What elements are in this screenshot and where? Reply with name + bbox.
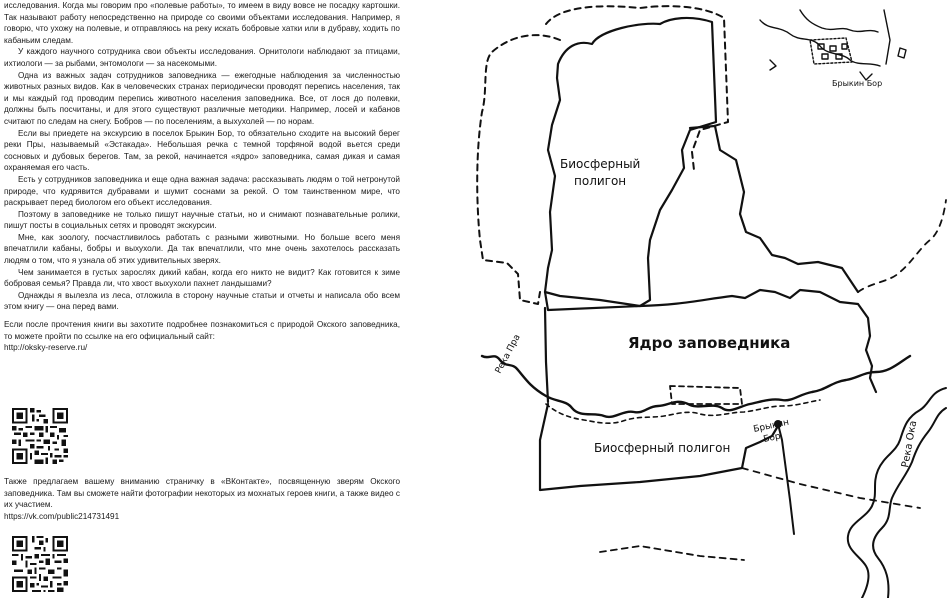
dashed-boundary-right [858,200,946,292]
forest-block-right [690,126,858,292]
paragraph: Однажды я вылезла из леса, отложила в сторону научные статьи и отчеты и написала обо всем этом книгу — она перед вами. [4,290,400,312]
river-oka-left [848,388,946,598]
map-label-core: Ядро заповедника [628,334,791,352]
reserve-map [448,0,947,598]
site-info-text: Если после прочтения книги вы захотите подробнее познакомиться с природой Окского заповедника, то можете пройти по ссылке на его официальный сайт: [4,320,400,341]
paragraph: Одна из важных задач сотрудников заповедника — ежегодные наблюдения за численностью животных разных видов. Как в человеческих странах периодически проводят перепись населения, так и мы каждый год проводим перепись животного населения заповедника. Все, от лося до полевки, должны быть посчитаны, и для этого существуют различные методики. Например, лосей и кабанов считают по следам на снегу. Бобров — по поселениям, а выхухолей — по норам. [4,70,400,126]
qr-code-vk [12,536,68,592]
inset-label-brykin-bor: Брыкин Бор [832,79,883,88]
paragraph: исследования. Когда мы говорим про «полевые работы», то имеем в виду вовсе не посадку картошки. Так называют работу непосредственно на природе со своими объектами исследования. Например, я говорю, что ухожу на полевые, и отправляюсь на реку искать бобровые хатки или в дубраву, ходить по кабаньим следам. [4,1,400,45]
map-label-brykin-bor-1: Брыкин [752,417,791,435]
paragraph: Чем занимается в густых зарослях дикий кабан, когда его никто не видит? Как готовится к зиме бобровая семья? Правда ли, что хвост выхухоли пахнет ландышами? [4,267,400,289]
map-label-biosphere-top-2: полигон [574,174,627,188]
paragraph: Есть у сотрудников заповедника и еще одна важная задача: рассказывать людям о той нетронутой природе, что кудрявится дубравами и шумит соснами за рекой. О том таинственном мире, что раскрывает перед биологом его объект исследования. [4,174,400,208]
inset-map [760,10,906,80]
paragraph: Поэтому в заповеднике не только пишут научные статьи, но и снимают познавательные ролики, пишут посты в социальных сетях и проводят экскурсии. [4,209,400,231]
map-label-brykin-bor-2: Бор [762,431,782,445]
map-label-river-oka: Река Ока [900,419,920,469]
dashed-boundary-bottom [742,468,920,508]
paragraph: У каждого научного сотрудника свои объекты исследования. Орнитологи наблюдают за птицами, ихтиологи — за рыбами, энтомологи — за насекомыми. [4,47,400,68]
article-text [4,0,400,354]
core-left-border [545,308,548,402]
paragraph: Если вы приедете на экскурсию в поселок Брыкин Бор, то обязательно сходите на высокий берег реки Пры, называемый «Эстакада». Небольшая речка с темной торфяной водой вьется среди сосновых и дубовых берегов. Там, за рекой, начинается «ядро» заповедника, самая дикая и самая охраняемая его часть. [4,128,400,173]
vk-link[interactable]: https://vk.com/public214731491 [4,511,120,521]
map-label-river-pra: Река Пра [493,332,523,376]
site-link[interactable]: http://oksky-reserve.ru/ [4,343,88,353]
map-label-biosphere-top-1: Биосферный [560,157,641,171]
outer-dashed-border [477,6,728,304]
map-label-biosphere-bottom: Биосферный полигон [594,441,731,455]
dashed-lower-left [600,546,744,560]
paragraph: Мне, как зоологу, посчастливилось работать с разными животными. Но больше всего меня впечатлили кабаны, бобры и выхухоли. Да так впечатлили, что мне очень захотелось рассказать людям о том, что я узнала об этих удивительных зверях. [4,232,400,266]
qr-code-site [12,408,68,464]
vk-info-text: Также предлагаем вашему вниманию страничку в «ВКонтакте», посвященную зверям Окского заповедника. Там вы сможете найти фотографии некоторых из мохнатых героев книги, а также видео с их участием. [4,477,400,510]
